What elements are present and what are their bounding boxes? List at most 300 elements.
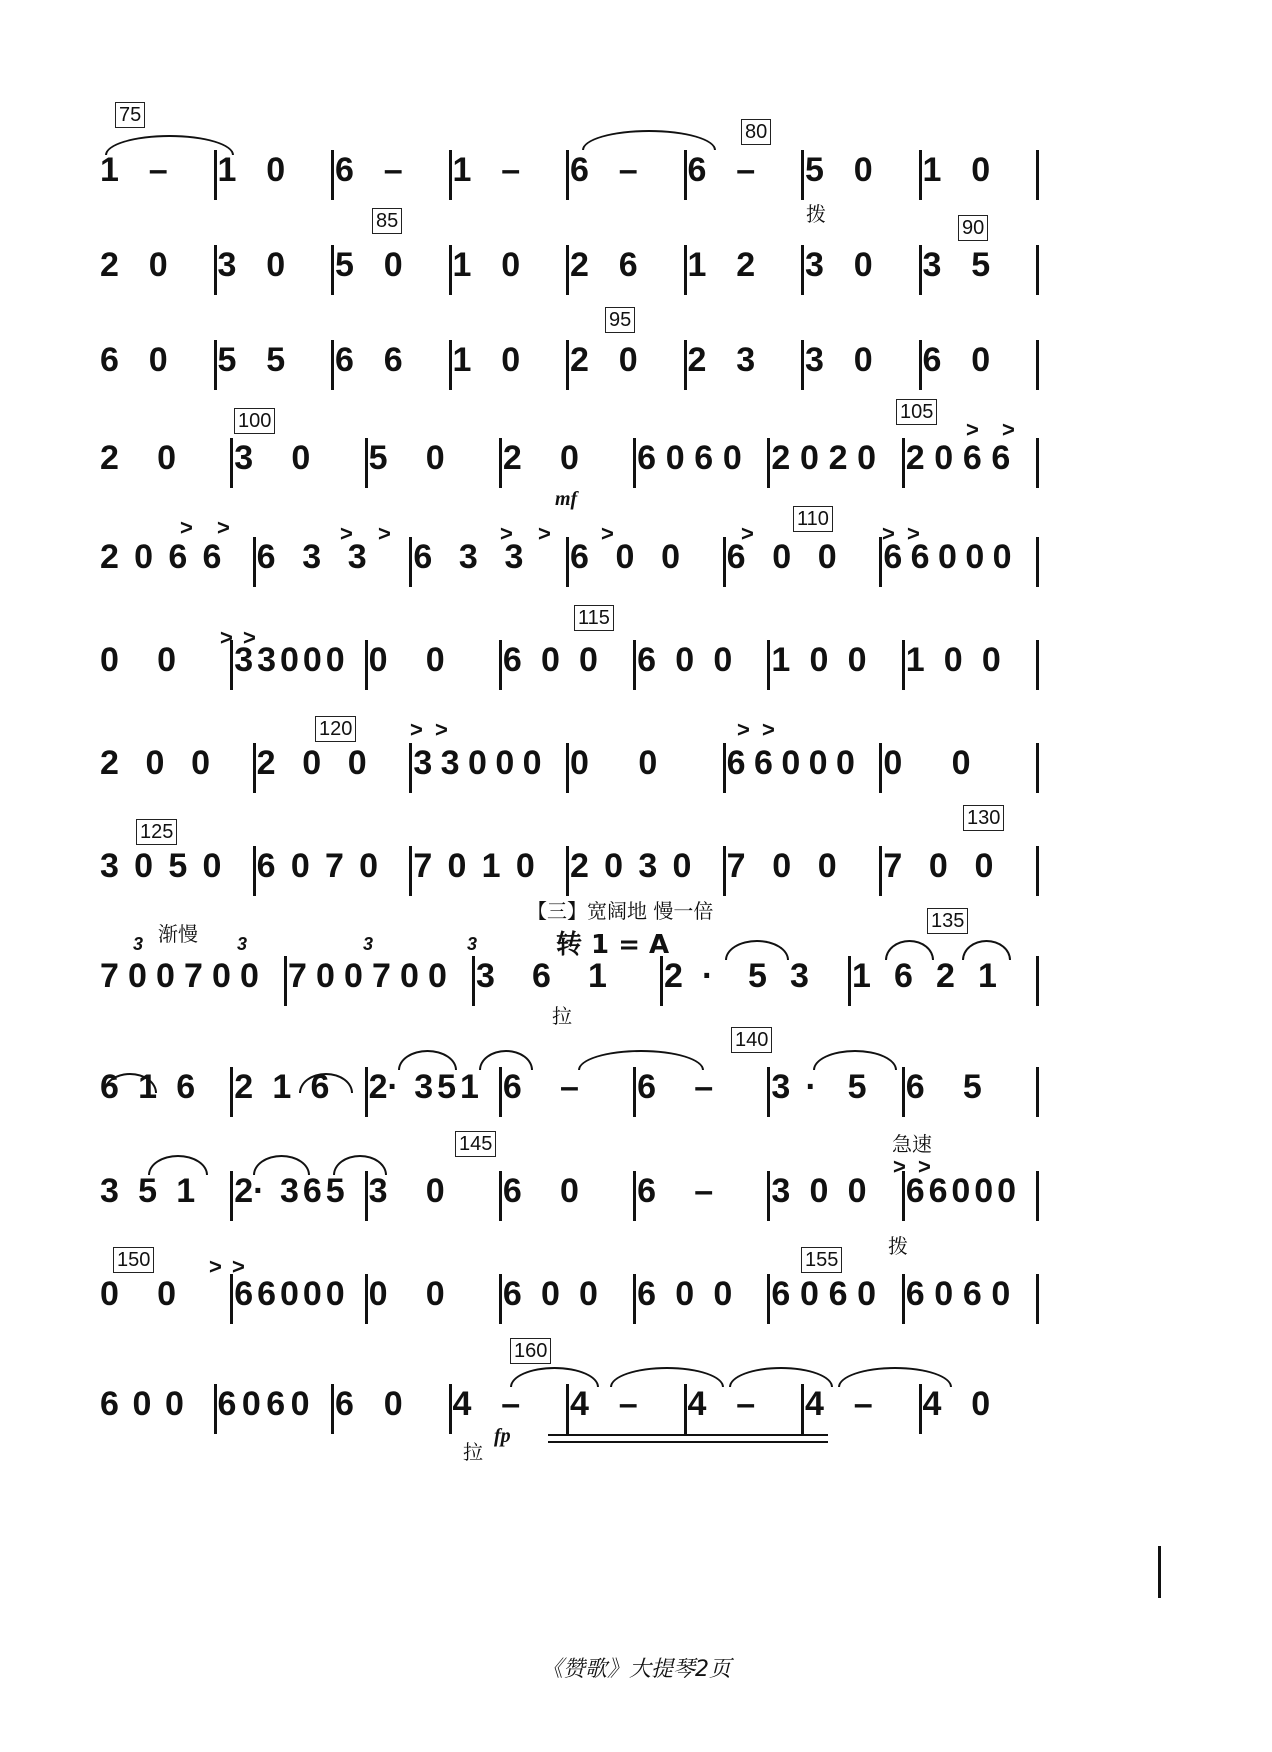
note: 7 bbox=[184, 957, 203, 995]
note: 6 bbox=[883, 538, 903, 576]
barline bbox=[284, 956, 287, 1006]
barline bbox=[566, 150, 569, 200]
note: 0 bbox=[134, 538, 154, 576]
barline bbox=[767, 1274, 770, 1324]
note: 6 bbox=[570, 538, 589, 576]
barline bbox=[1036, 537, 1039, 587]
note: 3 bbox=[257, 641, 277, 679]
accent-mark: > bbox=[378, 521, 391, 546]
note: 0 bbox=[951, 1172, 971, 1210]
note: 2 bbox=[570, 341, 589, 379]
accent-mark: > bbox=[410, 717, 423, 742]
note: 0 bbox=[290, 847, 310, 885]
note: 1 bbox=[452, 341, 472, 379]
rehearsal-mark: 100 bbox=[234, 408, 275, 434]
note: 0 bbox=[661, 538, 681, 576]
slur-arc bbox=[578, 1050, 704, 1070]
note: 0 bbox=[266, 151, 286, 189]
note: 0 bbox=[428, 957, 447, 995]
note: 0 bbox=[800, 1275, 819, 1313]
note: 6 bbox=[100, 1068, 119, 1106]
note: 5 bbox=[847, 1068, 867, 1106]
note: 0 bbox=[560, 1172, 579, 1210]
page-footer-title: 《赞歌》大提琴2页 bbox=[541, 1657, 731, 1682]
sustain-dash: – bbox=[694, 1172, 714, 1210]
sustain-dash: – bbox=[694, 1068, 714, 1106]
note: 1 bbox=[452, 151, 472, 189]
slur-arc bbox=[105, 135, 234, 155]
note: 2 bbox=[687, 341, 707, 379]
barline bbox=[230, 1274, 233, 1324]
note: 6 bbox=[202, 538, 222, 576]
accent-mark: > bbox=[180, 515, 193, 540]
note: 0 bbox=[302, 641, 322, 679]
note: 0 bbox=[992, 538, 1012, 576]
note: 0 bbox=[400, 957, 419, 995]
note: 0 bbox=[981, 641, 1001, 679]
note: 2 bbox=[736, 246, 756, 284]
note: 0 bbox=[847, 1172, 867, 1210]
barline bbox=[331, 150, 334, 200]
note: 6 bbox=[256, 538, 276, 576]
accelerando-marking: 急速 bbox=[892, 1132, 932, 1156]
accent-mark: > bbox=[209, 1254, 222, 1279]
barline bbox=[230, 438, 233, 488]
barline bbox=[902, 1067, 905, 1117]
note: 2 bbox=[771, 439, 791, 477]
note: 0 bbox=[368, 641, 388, 679]
note: 4 bbox=[452, 1385, 472, 1423]
note: 6 bbox=[905, 1068, 925, 1106]
note: 0 bbox=[991, 1275, 1011, 1313]
note: 1 bbox=[852, 957, 871, 995]
note: 0 bbox=[853, 246, 873, 284]
barline bbox=[409, 846, 412, 896]
note: 0 bbox=[800, 439, 819, 477]
note: 0 bbox=[302, 1275, 322, 1313]
note: 6 bbox=[502, 1068, 522, 1106]
note: 3 bbox=[805, 246, 824, 284]
note: 0 bbox=[316, 957, 335, 995]
note: 6 bbox=[687, 151, 707, 189]
slur-arc bbox=[253, 1155, 310, 1175]
note: 0 bbox=[857, 439, 877, 477]
note: 5 bbox=[138, 1172, 158, 1210]
barline bbox=[767, 1067, 770, 1117]
barline bbox=[1036, 1067, 1039, 1117]
note: 0 bbox=[540, 1275, 560, 1313]
accent-mark: > bbox=[907, 521, 920, 546]
note: 0 bbox=[100, 1275, 119, 1313]
note: 5 bbox=[325, 1172, 345, 1210]
note: 0 bbox=[212, 957, 231, 995]
barline bbox=[1036, 1171, 1039, 1221]
note: 0 bbox=[202, 847, 222, 885]
note: 0 bbox=[808, 744, 828, 782]
accent-mark: > bbox=[966, 417, 979, 442]
barline bbox=[919, 1384, 922, 1434]
note: 0 bbox=[971, 1385, 991, 1423]
note: 6 bbox=[570, 151, 589, 189]
barline bbox=[566, 245, 569, 295]
note: 5 bbox=[437, 1068, 457, 1106]
sustain-dash: – bbox=[618, 1385, 638, 1423]
barline bbox=[801, 150, 804, 200]
note: 0 bbox=[817, 847, 837, 885]
rehearsal-mark: 80 bbox=[741, 119, 771, 145]
note: 1 bbox=[922, 151, 942, 189]
barline bbox=[767, 1171, 770, 1221]
note: 0 bbox=[266, 246, 286, 284]
barline bbox=[684, 1384, 687, 1434]
note: 1 bbox=[138, 1068, 158, 1106]
note: 2 bbox=[234, 1068, 254, 1106]
note: 0 bbox=[501, 341, 521, 379]
barline bbox=[1036, 150, 1039, 200]
sustain-dash: – bbox=[148, 151, 168, 189]
hairpin-line bbox=[548, 1441, 828, 1443]
note: 6 bbox=[100, 341, 119, 379]
note: 0 bbox=[280, 641, 299, 679]
note: 6 bbox=[383, 341, 403, 379]
note: 3 bbox=[504, 538, 524, 576]
note: 6 bbox=[502, 1275, 522, 1313]
note: 6 bbox=[234, 1275, 254, 1313]
note: 0 bbox=[191, 744, 211, 782]
note: 6 bbox=[694, 439, 714, 477]
note: 0 bbox=[157, 641, 177, 679]
sustain-dash: – bbox=[736, 151, 756, 189]
note: 0 bbox=[938, 538, 957, 576]
note: 3 bbox=[234, 641, 254, 679]
barline bbox=[214, 245, 217, 295]
note: 0 bbox=[325, 1275, 345, 1313]
barline bbox=[684, 340, 687, 390]
accent-mark: > bbox=[220, 625, 233, 650]
note: 2 bbox=[100, 744, 119, 782]
note: 0 bbox=[570, 744, 589, 782]
barline bbox=[1036, 1274, 1039, 1324]
barline bbox=[253, 537, 256, 587]
barline bbox=[365, 640, 368, 690]
note: 0 bbox=[618, 341, 638, 379]
arco-marking: 拉 bbox=[463, 1440, 483, 1464]
final-barline bbox=[1158, 1546, 1161, 1598]
barline bbox=[449, 245, 452, 295]
note: 0 bbox=[383, 1385, 403, 1423]
note: 0 bbox=[853, 341, 873, 379]
note: 0 bbox=[934, 439, 954, 477]
note: 6 bbox=[771, 1275, 791, 1313]
rehearsal-mark: 150 bbox=[113, 1247, 154, 1273]
note: 6 bbox=[637, 1068, 657, 1106]
note: 0 bbox=[522, 744, 542, 782]
sustain-dash: – bbox=[501, 151, 521, 189]
barline bbox=[449, 1384, 452, 1434]
note: 6 bbox=[962, 1275, 982, 1313]
note: 0 bbox=[675, 641, 695, 679]
barline bbox=[449, 150, 452, 200]
note: 3 bbox=[414, 1068, 434, 1106]
rehearsal-mark: 110 bbox=[793, 506, 833, 532]
sustain-dash: – bbox=[618, 151, 638, 189]
note: 4 bbox=[570, 1385, 589, 1423]
barline bbox=[801, 1384, 804, 1434]
note: · bbox=[253, 1172, 265, 1210]
note: 6 bbox=[910, 538, 930, 576]
note: 0 bbox=[772, 538, 792, 576]
note: 6 bbox=[168, 538, 188, 576]
slur-arc bbox=[610, 1367, 724, 1387]
barline bbox=[214, 1384, 217, 1434]
barline bbox=[566, 340, 569, 390]
barline bbox=[684, 150, 687, 200]
barline bbox=[848, 956, 851, 1006]
barline bbox=[1036, 340, 1039, 390]
note: 0 bbox=[974, 847, 994, 885]
note: 3 bbox=[790, 957, 809, 995]
accent-mark: > bbox=[762, 717, 775, 742]
note: 0 bbox=[157, 439, 177, 477]
dynamic-mf: mf bbox=[555, 488, 578, 510]
note: 0 bbox=[157, 1275, 177, 1313]
note: 0 bbox=[425, 641, 445, 679]
note: 0 bbox=[241, 1385, 261, 1423]
barline bbox=[365, 1171, 368, 1221]
barline bbox=[1036, 640, 1039, 690]
note: 0 bbox=[344, 957, 363, 995]
note: 0 bbox=[809, 641, 829, 679]
note: 6 bbox=[991, 439, 1011, 477]
slur-arc bbox=[729, 1367, 833, 1387]
slur-arc bbox=[299, 1073, 353, 1093]
note: 0 bbox=[560, 439, 579, 477]
note: 6 bbox=[502, 1172, 522, 1210]
rehearsal-mark: 95 bbox=[605, 307, 635, 333]
barline bbox=[331, 1384, 334, 1434]
slur-arc bbox=[813, 1050, 897, 1070]
note: 6 bbox=[905, 1172, 925, 1210]
note: 0 bbox=[604, 847, 624, 885]
note: 0 bbox=[148, 341, 168, 379]
barline bbox=[902, 1274, 905, 1324]
note: 0 bbox=[368, 1275, 388, 1313]
barline bbox=[499, 640, 502, 690]
note: 5 bbox=[962, 1068, 982, 1106]
note: 6 bbox=[637, 1172, 657, 1210]
note: 5 bbox=[266, 341, 286, 379]
note: 3 bbox=[458, 538, 478, 576]
note: 0 bbox=[928, 847, 948, 885]
barline bbox=[684, 245, 687, 295]
note: 1 bbox=[100, 151, 119, 189]
note: 0 bbox=[359, 847, 379, 885]
barline bbox=[1036, 846, 1039, 896]
note: 2 bbox=[234, 1172, 254, 1210]
note: 7 bbox=[883, 847, 903, 885]
dynamic-fp: fp bbox=[494, 1425, 511, 1447]
barline bbox=[365, 1067, 368, 1117]
note: 6 bbox=[100, 1385, 119, 1423]
note: 6 bbox=[637, 439, 657, 477]
note: 0 bbox=[971, 151, 991, 189]
note: 3 bbox=[347, 538, 367, 576]
note: 3 bbox=[771, 1068, 791, 1106]
note: 7 bbox=[100, 957, 119, 995]
slur-arc bbox=[838, 1367, 952, 1387]
note: 3 bbox=[805, 341, 824, 379]
barline bbox=[499, 438, 502, 488]
note: 0 bbox=[495, 744, 515, 782]
barline bbox=[633, 1274, 636, 1324]
rehearsal-mark: 105 bbox=[896, 399, 937, 425]
note: 0 bbox=[883, 744, 903, 782]
rehearsal-mark: 125 bbox=[136, 819, 177, 845]
note: 3 bbox=[440, 744, 460, 782]
accent-mark: > bbox=[435, 717, 448, 742]
note: 2 bbox=[664, 957, 683, 995]
note: 0 bbox=[156, 957, 175, 995]
note: 0 bbox=[579, 641, 598, 679]
section-label: 【三】宽阔地 慢一倍 bbox=[527, 899, 714, 923]
note: 0 bbox=[665, 439, 685, 477]
note: 3 bbox=[922, 246, 942, 284]
rehearsal-mark: 145 bbox=[455, 1131, 496, 1157]
barline bbox=[767, 438, 770, 488]
note: 5 bbox=[805, 151, 824, 189]
barline bbox=[723, 846, 726, 896]
barline bbox=[879, 743, 882, 793]
note: 6 bbox=[962, 439, 982, 477]
note: 3 bbox=[234, 439, 254, 477]
accent-mark: > bbox=[601, 521, 614, 546]
note: 3 bbox=[100, 1172, 119, 1210]
note: 6 bbox=[310, 1068, 330, 1106]
note: 2 bbox=[502, 439, 522, 477]
note: 3 bbox=[280, 1172, 299, 1210]
note: 0 bbox=[847, 641, 867, 679]
note: 2 bbox=[905, 439, 925, 477]
accent-mark: > bbox=[232, 1254, 245, 1279]
note: 6 bbox=[726, 538, 746, 576]
note: 1 bbox=[905, 641, 925, 679]
note: 1 bbox=[217, 151, 237, 189]
ritardando-marking: 渐慢 bbox=[158, 922, 198, 946]
barline bbox=[409, 743, 412, 793]
note: 6 bbox=[335, 1385, 354, 1423]
rehearsal-mark: 90 bbox=[958, 215, 988, 241]
note: 1 bbox=[460, 1068, 479, 1106]
note: 0 bbox=[515, 847, 535, 885]
slur-arc bbox=[398, 1050, 457, 1070]
note: 0 bbox=[853, 151, 873, 189]
note: 7 bbox=[325, 847, 344, 885]
barline bbox=[331, 340, 334, 390]
barline bbox=[214, 150, 217, 200]
barline bbox=[1036, 245, 1039, 295]
note: 3 bbox=[736, 341, 756, 379]
note: 2 bbox=[570, 246, 589, 284]
sustain-dash: – bbox=[383, 151, 403, 189]
rehearsal-mark: 115 bbox=[574, 605, 614, 631]
note: 2 bbox=[936, 957, 955, 995]
note: 0 bbox=[772, 847, 792, 885]
note: 5 bbox=[368, 439, 388, 477]
barline bbox=[230, 1171, 233, 1221]
sustain-dash: – bbox=[853, 1385, 873, 1423]
barline bbox=[566, 537, 569, 587]
note: 6 bbox=[217, 1385, 237, 1423]
accent-mark: > bbox=[340, 521, 353, 546]
note: 6 bbox=[413, 538, 433, 576]
note: 0 bbox=[781, 744, 801, 782]
note: 6 bbox=[257, 1275, 277, 1313]
note: 7 bbox=[413, 847, 433, 885]
note: 0 bbox=[148, 246, 168, 284]
note: 0 bbox=[809, 1172, 829, 1210]
note: 0 bbox=[638, 744, 658, 782]
note: 5 bbox=[168, 847, 188, 885]
note: 1 bbox=[272, 1068, 292, 1106]
note: 1 bbox=[588, 957, 607, 995]
note: 1 bbox=[978, 957, 997, 995]
barline bbox=[365, 1274, 368, 1324]
barline bbox=[919, 340, 922, 390]
barline bbox=[879, 846, 882, 896]
barline bbox=[723, 743, 726, 793]
barline bbox=[633, 640, 636, 690]
slur-arc bbox=[725, 940, 789, 960]
triplet-number: 3 bbox=[237, 934, 248, 954]
note: 0 bbox=[100, 641, 119, 679]
barline bbox=[723, 537, 726, 587]
pizz-marking: 拨 bbox=[806, 202, 826, 226]
note: 6 bbox=[176, 1068, 196, 1106]
note: 4 bbox=[922, 1385, 942, 1423]
note: 0 bbox=[501, 246, 521, 284]
barline bbox=[767, 640, 770, 690]
note: 5 bbox=[748, 957, 767, 995]
note: 0 bbox=[971, 341, 991, 379]
barline bbox=[365, 438, 368, 488]
note: 0 bbox=[291, 439, 311, 477]
note: 0 bbox=[128, 957, 147, 995]
slur-arc bbox=[510, 1367, 599, 1387]
note: 3 bbox=[368, 1172, 388, 1210]
sustain-dash: – bbox=[560, 1068, 579, 1106]
note: 0 bbox=[145, 744, 165, 782]
note: 6 bbox=[754, 744, 773, 782]
note: 0 bbox=[425, 1275, 445, 1313]
note: 7 bbox=[372, 957, 391, 995]
note: 0 bbox=[347, 744, 367, 782]
barline bbox=[566, 1384, 569, 1434]
accent-mark: > bbox=[882, 521, 895, 546]
triplet-number: 3 bbox=[133, 934, 144, 954]
note: 4 bbox=[687, 1385, 707, 1423]
barline bbox=[633, 438, 636, 488]
note: 0 bbox=[290, 1385, 310, 1423]
note: 6 bbox=[726, 744, 746, 782]
accent-mark: > bbox=[538, 521, 551, 546]
note: 6 bbox=[335, 341, 354, 379]
note: 6 bbox=[828, 1275, 848, 1313]
rehearsal-mark: 160 bbox=[510, 1338, 551, 1364]
note: 0 bbox=[540, 641, 560, 679]
note: 2 bbox=[100, 538, 119, 576]
barline bbox=[449, 340, 452, 390]
note: 1 bbox=[687, 246, 707, 284]
